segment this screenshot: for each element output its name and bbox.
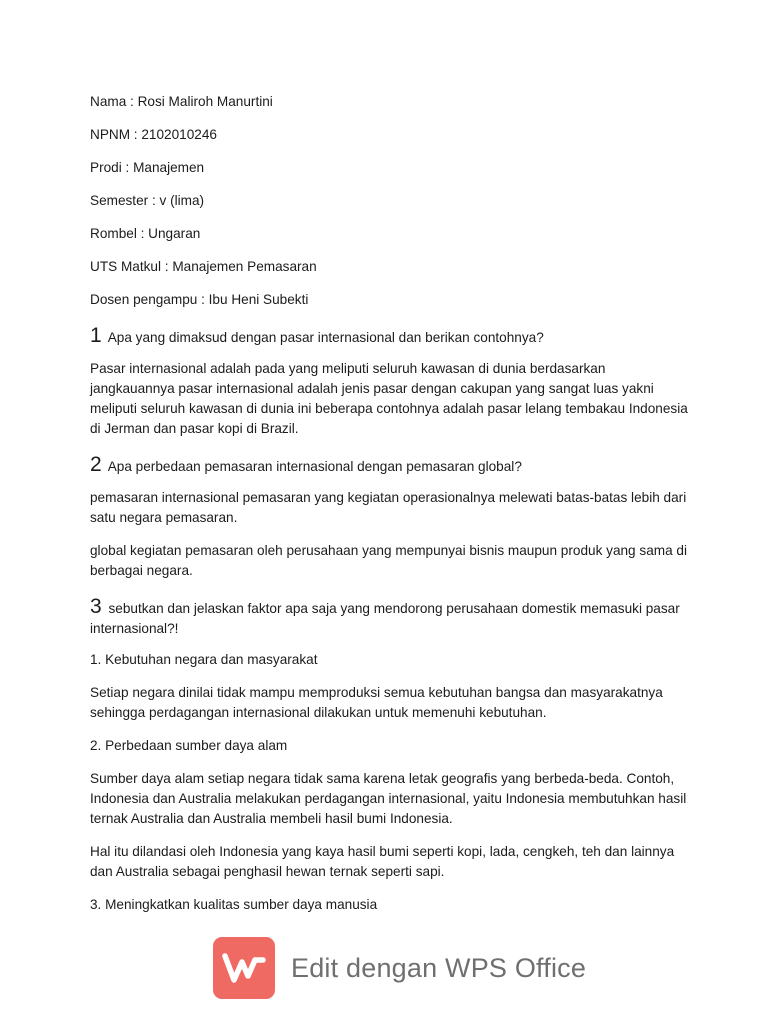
wps-logo-icon[interactable]: [213, 937, 275, 999]
point-2-text: Sumber daya alam setiap negara tidak sama karena letak geografis yang berbeda-beda. Contoh, Indonesia dan Australia melakukan perdagangan internasional, yaitu Indonesia membutuhkan hasil ternak Australia dan Australia membeli hasil bumi Indonesia.: [90, 771, 687, 826]
answer-1: Pasar internasional adalah pada yang meliputi seluruh kawasan di dunia berdasarkan jangkauannya pasar internasional adalah jenis pasar dengan cakupan yang sangat luas yakni meliputi seluruh kawasan di dunia ini beberapa contohnya adalah pasar lelang tembakau Indonesia di Jerman dan pasar kopi di Brazil.: [90, 361, 688, 436]
question-3: [90, 597, 690, 639]
semester: Semester : v (lima): [90, 193, 205, 208]
point-2-heading: 2. Perbedaan sumber daya alam: [90, 738, 288, 753]
question-number: 1: [90, 324, 102, 347]
point-2-text-continued: Hal itu dilandasi oleh Indonesia yang kaya hasil bumi seperti kopi, lada, cengkeh, teh dan lainnya dan Australia sebagai penghasil hewan ternak seperti sapi.: [90, 844, 675, 879]
question-number: 3: [90, 595, 102, 618]
question-text: sebutkan dan jelaskan faktor apa saja yang mendorong perusahaan domestik memasuki pasar internasional?!: [90, 601, 680, 636]
question-number: 2: [90, 453, 102, 476]
wps-edit-banner[interactable]: [213, 936, 586, 1000]
document-page: [90, 92, 690, 928]
question-1: [90, 326, 690, 348]
point-1-heading: 1. Kebutuhan negara dan masyarakat: [90, 652, 318, 667]
question-2: [90, 455, 690, 477]
answer-2-global: global kegiatan pemasaran oleh perusahaan yang mempunyai bisnis maupun produk yang sama di berbagai negara.: [90, 543, 687, 578]
student-npnm: NPNM : 2102010246: [90, 127, 217, 142]
point-1-text: Setiap negara dinilai tidak mampu memproduksi semua kebutuhan bangsa dan masyarakatnya sehingga perdagangan internasional dilakukan untuk memenuhi kebutuhan.: [90, 685, 663, 720]
question-text: Apa yang dimaksud dengan pasar internasional dan berikan contohnya?: [107, 330, 544, 345]
lecturer: Dosen pengampu : Ibu Heni Subekti: [90, 292, 309, 307]
rombel: Rombel : Ungaran: [90, 226, 201, 241]
question-text: Apa perbedaan pemasaran internasional dengan pemasaran global?: [107, 459, 522, 474]
answer-2-international: pemasaran internasional pemasaran yang kegiatan operasionalnya melewati batas-batas lebih dari satu negara pemasaran.: [90, 490, 687, 525]
course-title: UTS Matkul : Manajemen Pemasaran: [90, 259, 317, 274]
point-3-heading: 3. Meningkatkan kualitas sumber daya manusia: [90, 897, 378, 912]
study-program: Prodi : Manajemen: [90, 160, 205, 175]
student-name: Nama : Rosi Maliroh Manurtini: [90, 94, 273, 109]
wps-edit-label[interactable]: Edit dengan WPS Office: [291, 952, 587, 983]
